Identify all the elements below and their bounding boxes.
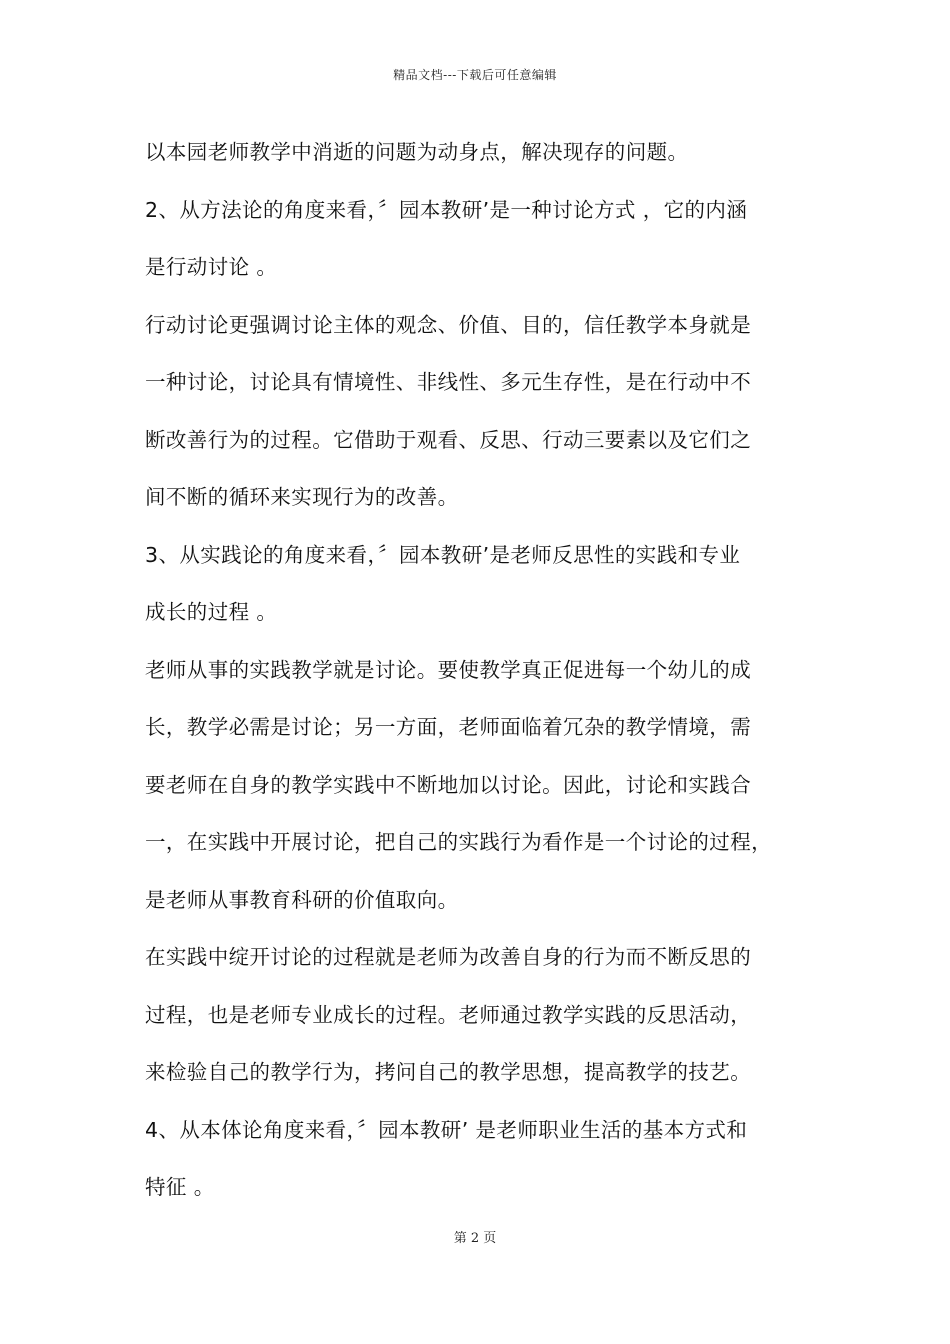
text-line: 是老师从事教育科研的价值取向。 [145, 887, 459, 912]
page-number: 第 2 页 [453, 1231, 497, 1246]
text-line: 成长的过程 。 [145, 600, 278, 624]
text-line: 一，在实践中开展讨论，把自己的实践行为看作是一个讨论的过程， [145, 830, 772, 854]
text-line: 长，教学必需是讨论；另一方面，老师面临着冗杂的教学情境，需 [145, 715, 752, 739]
text-line: 老师从事的实践教学就是讨论。要使教学真正促进每一个幼儿的成 [145, 657, 752, 682]
text-line: 断改善行为的过程。它借助于观看、反思、行动三要素以及它们之 [145, 427, 752, 452]
text-line: 过程，也是老师专业成长的过程。老师通过教学实践的反思活动， [145, 1002, 752, 1027]
text-line: 3、从实践论的角度来看，〞园本教研’是老师反思性的实践和专业 [145, 542, 741, 567]
text-line: 间不断的循环来实现行为的改善。 [145, 485, 459, 509]
text-line: 行动讨论更强调讨论主体的观念、价值、目的，信任教学本身就是 [145, 312, 752, 337]
text-line: 4、从本体论角度来看，〞园本教研’ 是老师职业生活的基本方式和 [145, 1117, 748, 1142]
text-line: 一种讨论，讨论具有情境性、非线性、多元生存性，是在行动中不 [145, 370, 752, 394]
text-line: 来检验自己的教学行为，拷问自己的教学思想，提高教学的技艺。 [145, 1060, 752, 1084]
text-line: 是行动讨论 。 [145, 255, 278, 279]
text-line: 特征 。 [145, 1175, 215, 1199]
text-line: 2、从方法论的角度来看，〞园本教研’是一种讨论方式 ，它的内涵 [145, 197, 748, 222]
text-line: 在实践中绽开讨论的过程就是老师为改善自身的行为而不断反思的 [145, 945, 752, 969]
text-line: 要老师在自身的教学实践中不断地加以讨论。因此，讨论和实践合 [145, 772, 752, 797]
text-line: 以本园老师教学中消逝的问题为动身点，解决现存的问题。 [145, 140, 689, 164]
page-header: 精品文档---下载后可任意编辑 [393, 68, 557, 82]
body-text [145, 130, 835, 1223]
